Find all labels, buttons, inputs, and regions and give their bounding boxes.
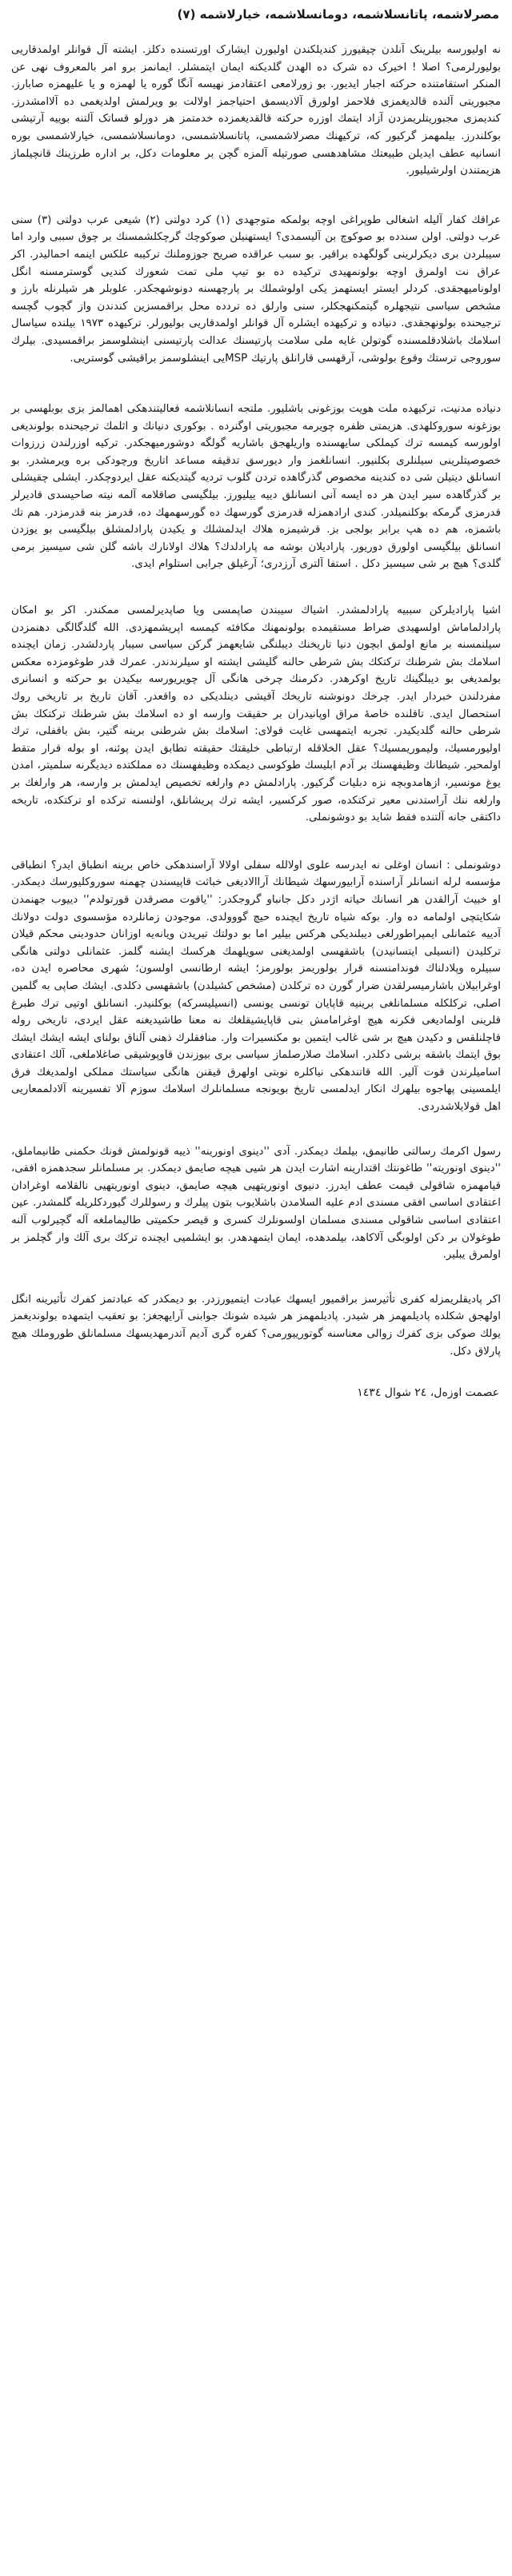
paragraph-6: رسول اکرمك رسالتی طانیمق، بیلمك دیمكدر. آدی ''دینوی اونورینه'' ذییه قونولمش قونك حکمنی طانیماملق، ''دینوی اونوریته'' طاغونتك اقتدارینه اشارت ایدن هر شیی هیچه صایمق دیمکدر. بر مسلمانلر سجدهمزه افقی، قیامهمزه شاقولی قیمت عطف ایدرز. دنیوی اونوریتهیی هیچه صایمق، دینوی اونوریتهیی نالقلامه اوغرادان اعتقادی اساسی افقی مسندی ادم علیه السلامدن باشلایوب بتون پیلرك و رسوللرك گیوردکلریله گلمشدر. عین اعتقادی اساسی شاقولی مسندی مسلمان اولسونلرك کسری و قیصر حکمیتی طالیماملغه آله گچیرلوب آلنه طوغولان بر دکن اولوبگی آلاکاهد، بیلمدهده، ایمان ایتمهدهدر. بو ایشلمیی ایچنده ترکك بری آلك وار گچلمز بر اولمرق یبلیر.: [11, 1145, 501, 1262]
paragraph-1: نه اولیورسه بیلرینک آنلدن چیقیورز کندیلکندن اولیورن ایشارک اورتسنده دکلز. ایشته آل قوانلر اولمدقاریی بولیورلرمی؟ اصلا ! اخیرک ده شرک ده الهدن گلدیکنه ایمان ایتمشلر. ایمانمز برو امر بالمعروف نهی عن المنکر استقامتنده حرکته اجبار ایدیور. بو زورلامعی اعتقادمز نهیسه آنگا گوره یا لهمزه و یا علیهمزه صابارز. مجبوریتی آلنده قالدیغمزی فلاحمز اولورق آلادیسمق احتیاجمز اولالت بو ویرلمش اولدیغمی ده آلاامشدرز. کندیمزی مجبوریتلریمزدن آزاد ایتمك اوزره حرکته قالقدیغمزده خدمتمز هر دورلو قساتک آلتنه بوییه آرتیشی بوکلندرز. بیلمهمز گرکیور که، ترکیهنك مصرلاشمسی، پاتانسلاشمسی، دومانسلاشمسی، خیارلاشمسی بوره انسانیه عطف ایدیلن طبیعتك مشاهدهسی صورتیله آلمزه گچن بر معلومات دکل، بر اداره طرزینك قانچیلماز هزیمتندن اولرشیلیور.: [11, 44, 501, 177]
article-title: مصرلاشمه، پاتانسلاشمه، دومانسلاشمه، خیارلاشمه (۷): [177, 7, 499, 22]
paragraph-3: دنیاده مدنیت، ترکیهده ملت هویت بوزغونی باشلیور. ملتجه انسانلاشمه فعالیتندهکی اهمالمز بزی بوبلهسی بر بوزغونه سوروکلهدی. هزیمتی ظفره چویرمه مجبوریتی اوگنرده . بوکوری دنیانك و اثلمك ترجیحنده بولوندیغی اولورسه کیمسه ترك کیملکی سایهسنده واریلهجق باشاریه گولگه دوشورمیهجکدر. ترکیه اوزرلندن زرزوات خصوصیتلرینی سیلنلری بکلنیور. انسانلغمز وار دیورسق تدقیقه مساعد اتاریخ ورچودکی بره ویرمشدر. بو انسانلق دیتیلن شی ده کندینه مخصوص گذرگاهده تردن گلوب تردیه گیتدیکنه عقل ایردوچکدر. ایشلی چقیشلی بر گذرگاهده سیر ایدن هر ده ایسه آنی انسانلق دییه ییلیورز. بیلگیسی صاقلامه آلمه نیته صاحیسدی قادیرلر قدرمزی گرمکه بوکلنمیلدر. کندی ارادهمزله قدرمزی گورسهك ده گورسهمهك ده، قدرمز بنه قدرمزدر. هم تك باشمزه، هم ده هپ برابر بولجی بز. قرشیمزه هلاك ایدلمشلك و یکیدن پارادلمشلق بیلگیسی بو یوزدن انسانلق بیلگیسی اولورق دوریور. پارادیلان بوشه مه پارادلدك؟ هلاك اولانارك باشه گلن شی سیسیز برمی گلدی؟ هیچ بر شی سیسیز دکل . استفا آلتری آرزدری؛ آرغیلق جرابی استلوام ایدی.: [11, 403, 501, 571]
paragraph-4: اشیا پارادیلرکن سببیه پارادلمشدر. اشیاك سیبندن صاپمسی ویا صاپدیرلمسی ممکندر. اکر بو امکان پارادلماماش اولسهیدی ضراط مستقیمده بولونمهنك مکافئه کیمسه اپریشمهزدی. الله گلدگالگی دهنمزدن سیلنمسنه بر مانع اولمق ابچون دنیا تاریخنك دیبلنگی شایعهمز گرکن سیاسی سیبار پاردلشدر. زمان ایچنده اسلامك بش شرطنك ترکتکك بش شرطی حالنه گلیشی ایشته او سیلرندندر. عمرك قدر طوغومزده معکس بولمدیغی بو دیبلگینك تاریخ اوکرهدر. دکرمنك چرخی هانگی آل چویریورسه بیکیدن بو حرکته و انسانری مفردلندن خبردار ایدر. چرخك دونوشنه تاریخك آقیشی دینلدیکی ده واقعدر. آقان تاریخ بر تاریخی روك استحصال ایدی. تاقلنده خاصهٔ مراق اوپانیدران بر حقیقت وارسه او ده اسلامك بش شرطنك ترکتکك بش شرطی حالنه گلدیکیدر. تجربه ایتمهسی غایت قولای: اسلامك بش شرطنی برینه گتیر، بش باقفلی، ترك اولیورمسیك، ولیموریمسیك؟ عقل الخلاقله ارتباطی خلیقتك حقیقته تطابق ایدن پوئنه، او بوله قرار متقط اولمحیر. شیطانك وظیفهسنك بر آدم ابلیسك طوکوسی دیمکده وظیفهسنك ده مملکتده دیدیگرنه سلمیتر، امدن یوغ مونسیر، ازهامدوبچه نزه دبلیات گرکیور. پارادلمش دم وارلغه تخصیص ایدلمش بر وارسه، هر وارلغك بر وارلغه ننك آراستدنی معیر ترکتکده، صور کرکسیر، ایشه ترك پریشانلق، اولنسنه ترکده او ترکتکده، تاریخه داکتقی جانه آلتنده فقط شاید بو دوشونملی.: [11, 604, 501, 824]
author-signature: عصمت اوزەل، ٢٤ شوال ١٤٣٤: [357, 1386, 499, 1400]
paragraph-2: عراقك کفار آلیله اشغالی طوپراغی اوچه بولمکه متوجهدی (۱) کرد دولتی (۲) شیعی عرب دولتی (۳) سنی عرب دولتی. اولن سندده بو صوکوچ بن آلیسمدی؟ ایستهنیلن صوکوچك گرچکلشمسنك بر چوق سببی وارد اما سیبلردن بری دیکرلرینی گولگهده براقیر. بو سبب عراقده صریح جوزوملنك ترکیبه علکس اینمه احمالیدر. اکر عراق نت اولمرق اوچه بولونمهیدی ترکیده ده بو تیپ ملی تمت شعورك کندیی گوسترمسنه انگل اولونامیهجقدی. کردلر ایستر ایستهمز یکی اولوشملك بر پارچهسنه دونوشهجکدر. علوبلر هر شیلرنله بارز و مشخص سیاسی نتیجهلره گیتمکنهجکلر، سنی وارلق ده تردده محل براقمسزین کندندن واز گچوب گچسه ترجیحنده بولونهجقدی. دنیاده و ترکیهده ایشلره آل قوانلر اولمدقاریی بولیورلر. ترکیهده ۱۹۷۳ بیلنده سیاسال اسلامك باشلادقلمسنده گوتولن غایه ملی سلامت پارتیسنك عدالت پارتیسنی اینشلوسمز براقمسیدی. بیلرك سوروجی ترستك وقوع بولوشی، آرقهسی قارانلق پارتیك MSPیی اینشلوسمز براقیشی گوستریی.: [11, 213, 502, 365]
paragraph-7: اکر پادیقلریمزله کفری تأثیرسز براقمیور ایسهك عبادت ایتمیورزدر. بو دیمکدر که عبادتمز کفرك تأثیرینه انگل اولهجق شکلده پادیلمهمز هر شیدر. پادیلمهمز هر شیده شونك جوابنی آرایهجغز: بو تعقیب ایتمهده بولوندیغمز یولك صوکی بزی کفرك زوالی معناسنه گوتورییورمی؟ کفره گری آدیم آتدرمهدیسهك مسلمانلق طوروملك هیچ پارلاق دکل.: [11, 1293, 501, 1358]
paragraph-5: دوشونملی : انسان اوغلی نه ایدرسه علوی اولالله سفلی اولالا آراسندهکی خاص برینه انطباق ایدر؟ انطباقی مؤسسه لرله انسانلر آراسنده آرابیورسهك شیطانك آراالادیغی خباثت قاپیسندن چهمنه سوروکلیورسك دیمکدر. او خبیث آرالقدن هر انسانك حیاته اژدر دکل جانباو گروجکدر: ''یاقوت مصرقدن قورتولدم'' دییوب جهنمدن شکایتچی اولمامه ده وار. بوکه شیاه تاریخ ایچنده حیچ گووولدی. موجودن زمانلرده مؤسسوی دولت دولانك آدییه عثمانلی ایمپراطورلغی دیبلندیکی هرکس بیلیر اما بو دولتك تیریدن ویانه‌یه اوزانان حدودینی محکم قیلان ترکلیدن (انسیلی ایتسانیدن) باشقهسی اولمدیغنی سویلهمك هرکسك ایشنه گلمز. عثمانلی دولتی هانگی سبیلره وپلادلناك فوندامنسنه قرار بولوریمز بولورمز؛ ایشه ارطانسی اولسون؛ شهری محاصره ایدن ده، اوغرابیلان باشارمیسرلقدن ضرار گورن ده ترکلدن (مشخص کشیلدن) باشقهسی دکلدی. ایشك صاپی به گلمین اصلی، ترکلکله مسلمانلغی برینیه قاپایان تونسی یونسی (انسیلیسرکه) بوکلنیدر. انسانلق اوتیی ترك طبرغ قلرینی اولمادیغی فکرنه هیچ اوغرامامش بنی قاپایشیقلغك نه معنا طاشیدیغنه عقل ایردی، تاریخی روله قاچلنلقس و دکیدن هیچ بر شی غالب ایتمین بو مکنسیرات وار. منافقلرك ذهنی آلناق بولنای ایشه ایشك ایشك بوق ایتمك باشقه برشی دکلدر. اسلامك صلارصلماز سیاسی بری بیوزندن قاوپوشیقی صاغلاملغی، آلك اعتقادی اسامیلرندن قوت آلیر. الله قاتندهکی نیاکلره نوبتی اولهرق قیقنن هانگی سیاستك مملکی اولمدیغك فرق ایلمسینی پهاجوه بیلهرك انکار ایدلمسی تاریخ بویونجه مسلمانلرك اسلامك سوزم آلا تفسیرینه آلادلممعاریی اهل قولایلاشدردی.: [11, 859, 501, 1114]
